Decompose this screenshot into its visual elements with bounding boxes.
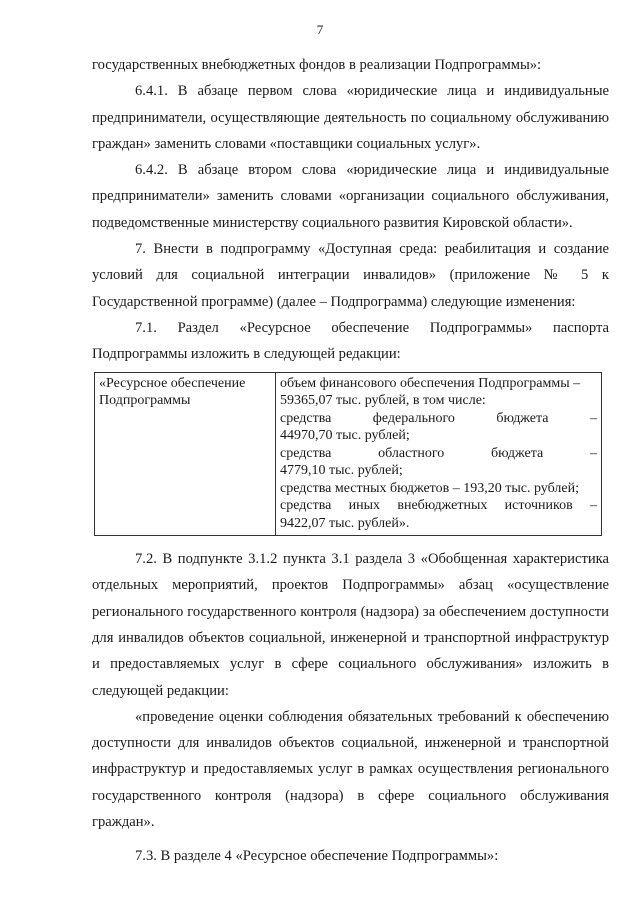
paragraph-7-1: 7.1. Раздел «Ресурсное обеспечение Подпрограммы» паспорта Подпрограммы изложить в следующей редакции: bbox=[92, 319, 609, 363]
paragraph-6-4-2: 6.4.2. В абзаце втором слова «юридические лица и индивидуальные предприниматели» заменить словами «организации социального обслуживания, подведомственные министерству социального развития Кировской области». bbox=[92, 162, 609, 231]
paragraph-7-2: 7.2. В подпункте 3.1.2 пункта 3.1 раздела 3 «Обобщенная характеристика отдельных мероприятий, проектов Подпрограммы» абзац «осуществление регионального государственного контроля (надзора) за обеспечением доступности для инвалидов объектов социальной, инженерной и транспортной инфраструктур и предоставляемых услуг в сфере социального обслуживания» изложить в следующей редакции: bbox=[92, 551, 609, 699]
table-line: средства федерального бюджета – bbox=[280, 410, 597, 426]
table-line: средства иных внебюджетных источников – bbox=[280, 498, 597, 514]
table-line: средства местных бюджетов – 193,20 тыс. рублей; bbox=[280, 480, 579, 496]
table-line: 9422,07 тыс. рублей». bbox=[280, 515, 410, 531]
paragraph-7: 7. Внести в подпрограмму «Доступная среда: реабилитация и создание условий для социальной интеграции инвалидов» (приложение № 5 к Государственной программе) (далее – Подпрограмма) следующие изменения: bbox=[92, 241, 609, 310]
table-line: объем финансового обеспечения Подпрограммы – bbox=[280, 375, 581, 391]
resource-table bbox=[94, 372, 602, 537]
page-number: 7 bbox=[316, 22, 324, 37]
paragraph-continuation: государственных внебюджетных фондов в реализации Подпрограммы»: bbox=[92, 57, 542, 73]
table-line: 44970,70 тыс. рублей; bbox=[280, 428, 410, 444]
table-row bbox=[95, 372, 602, 536]
table-cell-values bbox=[276, 372, 602, 536]
table-cell-label: «Ресурсное обеспечение Подпрограммы bbox=[95, 372, 276, 536]
table-line: 59365,07 тыс. рублей, в том числе: bbox=[280, 393, 486, 409]
paragraph-7-3: 7.3. В разделе 4 «Ресурсное обеспечение Подпрограммы»: bbox=[135, 848, 499, 865]
paragraph-quote: «проведение оценки соблюдения обязательных требований к обеспечению доступности для инвалидов объектов социальной, инженерной и транспортной инфраструктур и предоставляемых услуг в рамках осуществления регионального государственного контроля (надзора) в сфере социального обслуживания граждан». bbox=[92, 708, 609, 831]
table-line: 4779,10 тыс. рублей; bbox=[280, 463, 403, 479]
table-line: средства областного бюджета – bbox=[280, 445, 597, 461]
document-body bbox=[92, 52, 609, 870]
paragraph-6-4-1: 6.4.1. В абзаце первом слова «юридические лица и индивидуальные предприниматели, осуществляющие деятельность по социальному обслуживанию граждан» заменить словами «поставщики социальных услуг». bbox=[92, 83, 609, 152]
